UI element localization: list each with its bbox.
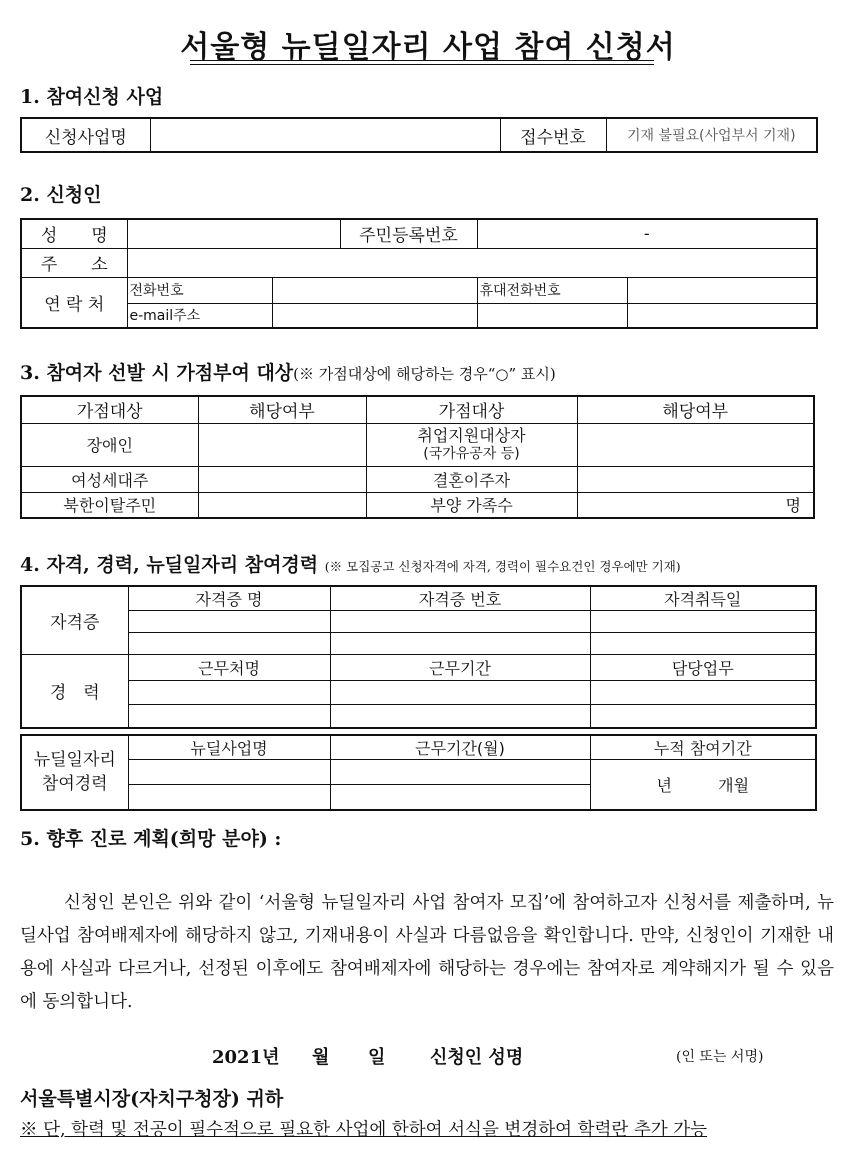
newdeal-col-period: 근무기간(월) (330, 735, 590, 760)
newdeal-row-1-period[interactable] (330, 760, 590, 785)
page-title: 서울형 뉴딜일자리 사업 참여 신청서 (180, 30, 676, 65)
career-col-duty: 담당업무 (590, 655, 816, 681)
bonus-disabled-check[interactable] (198, 423, 366, 466)
date-day: 일 (368, 1047, 386, 1068)
cert-row-2-name[interactable] (128, 633, 330, 655)
career-label: 경 력 (21, 655, 128, 728)
title-underline-2 (190, 64, 654, 65)
cert-row-2-date[interactable] (590, 633, 816, 655)
newdeal-row-1-project[interactable] (128, 760, 330, 785)
contact-label: 연 락 처 (21, 277, 127, 328)
email-label: e-mail주소 (127, 303, 272, 328)
career-row-1-duty[interactable] (590, 681, 816, 705)
receipt-no-note: 기재 불필요(사업부서 기재) (606, 118, 817, 152)
career-row-2-duty[interactable] (590, 705, 816, 728)
career-row-2-workplace[interactable] (128, 705, 330, 728)
bonus-female-head-check[interactable] (198, 467, 366, 493)
section4-note: (※ 모집공고 신청자격에 자격, 경력이 필수요건인 경우에만 기재) (324, 559, 681, 574)
mobile-label: 휴대전화번호 (477, 277, 627, 303)
rrn-input[interactable]: - (477, 219, 817, 248)
project-name-label: 신청사업명 (21, 118, 150, 152)
newdeal-label: 뉴딜일자리 참여경력 (21, 735, 128, 810)
newdeal-cumulative-input[interactable]: 년 개월 (590, 760, 816, 810)
email-input-extra2[interactable] (627, 303, 817, 328)
bonus-employment-support-check[interactable] (577, 423, 814, 466)
newdeal-row-2-period[interactable] (330, 785, 590, 810)
bonus-dependents-input[interactable]: 명 (577, 492, 814, 518)
section4-heading: 4. 자격, 경력, 뉴딜일자리 참여경력 (※ 모집공고 신청자격에 자격, 경력이 필수요건인 경우에만 기재) (20, 554, 681, 576)
cert-row-2-number[interactable] (330, 633, 590, 655)
phone-input[interactable] (272, 277, 477, 303)
col-applicable-1: 해당여부 (198, 396, 366, 423)
seal-note: (인 또는 서명) (676, 1049, 764, 1065)
cert-row-1-number[interactable] (330, 611, 590, 633)
declaration-text: 신청인 본인은 위와 같이 ‘서울형 뉴딜일자리 사업 참여자 모집’에 참여하고자 신청서를 제출하며, 뉴딜사업 참여배제자에 해당하지 않고, 기재내용이 사실과 다름없음을 확인합니다. 만약, 신청인이 기재한 내용에 사실과 다르거나, 선정된 이후에도 참여배제자에 해당하는 경우에는 참여자로 계약해지가 될 수 있음에 동의합니다. (20, 893, 834, 1012)
section3-table (20, 395, 815, 519)
addressee: 서울특별시장(자치구청장) 귀하 (20, 1088, 284, 1110)
section1-heading: 1. 참여신청 사업 (20, 86, 164, 108)
col-applicable-2: 해당여부 (577, 396, 814, 423)
rrn-label: 주민등록번호 (340, 219, 477, 248)
cert-col-date: 자격취득일 (590, 586, 816, 611)
section2-heading: 2. 신청인 (20, 184, 102, 206)
date-year: 2021년 (212, 1047, 280, 1068)
section1-table (20, 117, 818, 153)
applicant-name-label: 신청인 성명 (430, 1047, 524, 1068)
cert-row-1-name[interactable] (128, 611, 330, 633)
name-input[interactable] (127, 219, 340, 248)
col-target-1: 가점대상 (21, 396, 198, 423)
bonus-disabled: 장애인 (21, 423, 198, 466)
newdeal-table (20, 734, 817, 811)
phone-label: 전화번호 (127, 277, 272, 303)
career-row-1-workplace[interactable] (128, 681, 330, 705)
cert-col-number: 자격증 번호 (330, 586, 590, 611)
cert-col-name: 자격증 명 (128, 586, 330, 611)
bonus-marriage-migrant-check[interactable] (577, 467, 814, 493)
email-input-extra[interactable] (477, 303, 627, 328)
col-target-2: 가점대상 (366, 396, 577, 423)
bonus-north-korean-defector: 북한이탈주민 (21, 492, 198, 518)
bonus-dependents: 부양 가족수 (366, 492, 577, 518)
newdeal-col-cumulative: 누적 참여기간 (590, 735, 816, 760)
career-col-workplace: 근무처명 (128, 655, 330, 681)
section3-note: (※ 가점대상에 해당하는 경우“○” 표시) (293, 365, 556, 383)
receipt-no-label: 접수번호 (500, 118, 606, 152)
bonus-female-head: 여성세대주 (21, 467, 198, 493)
career-col-period: 근무기간 (330, 655, 590, 681)
section3-heading: 3. 참여자 선발 시 가점부여 대상(※ 가점대상에 해당하는 경우“○” 표시) (20, 362, 556, 384)
section2-table (20, 218, 818, 329)
cert-label: 자격증 (21, 586, 128, 655)
cert-career-table (20, 585, 817, 729)
mobile-input[interactable] (627, 277, 817, 303)
address-input[interactable] (127, 248, 817, 277)
address-label: 주 소 (21, 248, 127, 277)
name-label: 성 명 (21, 219, 127, 248)
cert-row-1-date[interactable] (590, 611, 816, 633)
project-name-input[interactable] (150, 118, 500, 152)
date-month: 월 (312, 1047, 330, 1068)
newdeal-row-2-project[interactable] (128, 785, 330, 810)
title-underline (190, 60, 654, 61)
footnote: ※ 단, 학력 및 전공이 필수적으로 필요한 사업에 한하여 서식을 변경하여 학력란 추가 가능 (20, 1120, 708, 1140)
newdeal-col-project: 뉴딜사업명 (128, 735, 330, 760)
section5-heading: 5. 향후 진로 계획(희망 분야) : (20, 828, 282, 850)
career-row-2-period[interactable] (330, 705, 590, 728)
bonus-marriage-migrant: 결혼이주자 (366, 467, 577, 493)
bonus-employment-support: 취업지원대상자 (국가유공자 등) (366, 423, 577, 466)
email-input[interactable] (272, 303, 477, 328)
bonus-north-korean-defector-check[interactable] (198, 492, 366, 518)
career-row-1-period[interactable] (330, 681, 590, 705)
